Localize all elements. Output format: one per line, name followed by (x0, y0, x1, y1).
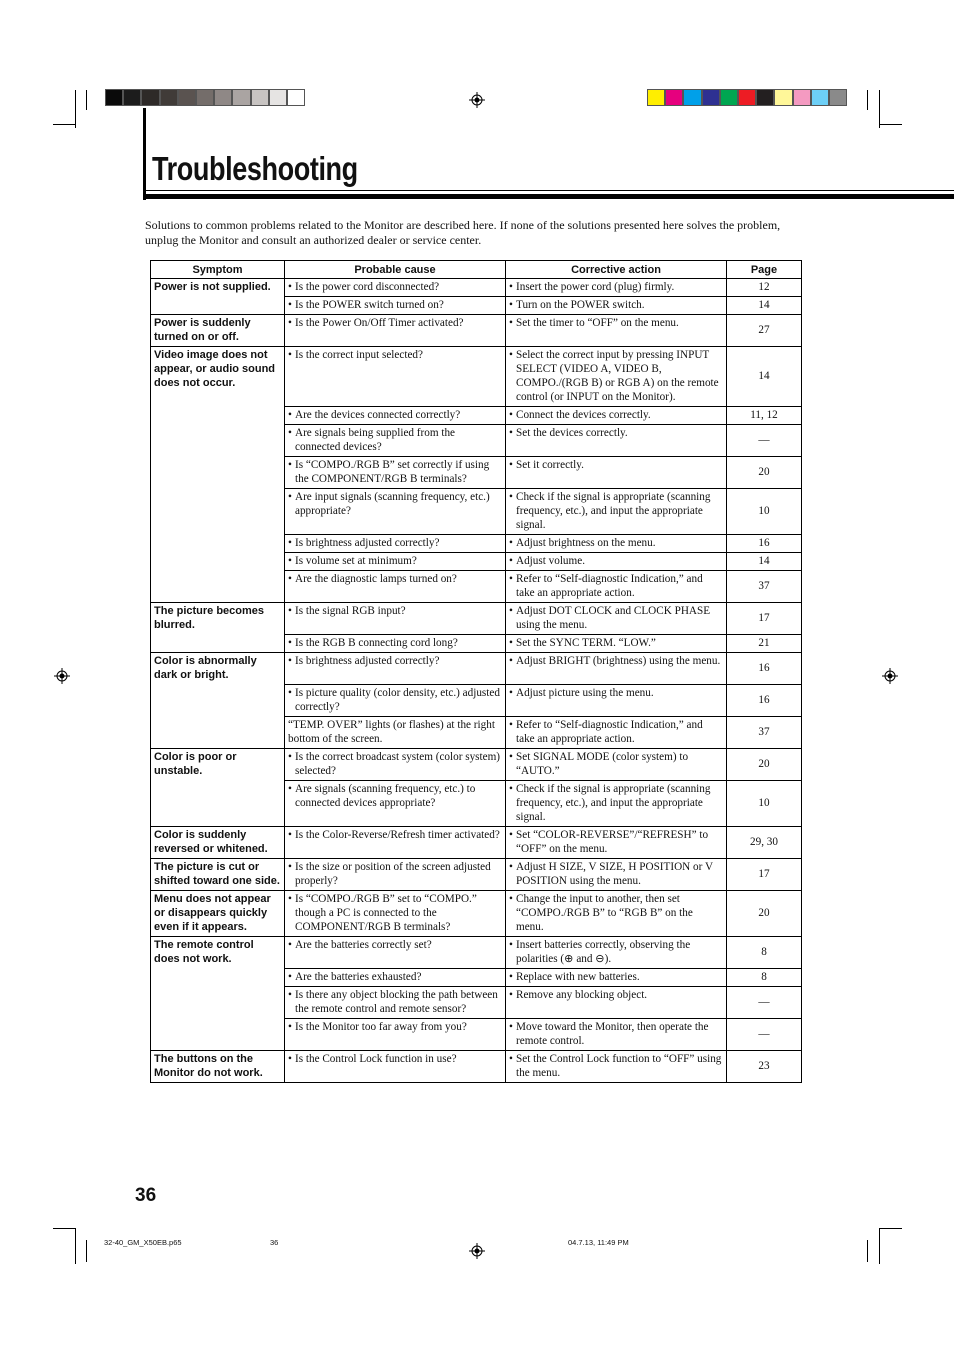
cause-text: “TEMP. OVER” lights (or flashes) at the right bottom of the screen. (288, 718, 495, 745)
registration-target-icon (469, 92, 485, 108)
action-cell (506, 826, 727, 858)
symptom-cell (151, 780, 285, 826)
bullet-icon: • (509, 299, 513, 311)
action-text: Insert the power cord (plug) firmly. (516, 281, 675, 293)
action-cell (506, 890, 727, 936)
color-swatch (774, 89, 792, 106)
symptom-cell (151, 968, 285, 986)
action-text: Set SIGNAL MODE (color system) to “AUTO.” (516, 750, 689, 777)
symptom-cell (151, 635, 285, 653)
cause-text: Are the devices connected correctly? (295, 409, 461, 421)
action-text: Remove any blocking object. (516, 988, 648, 1001)
cause-cell (285, 407, 506, 425)
bullet-icon: • (509, 573, 513, 585)
cause-text: Is the Monitor too far away from you? (295, 1020, 467, 1033)
bullet-icon: • (288, 349, 292, 361)
cause-text: Are the batteries exhausted? (295, 970, 422, 983)
table-row (151, 635, 802, 653)
page-cell: 10 (727, 489, 802, 535)
bullet-icon: • (288, 637, 292, 649)
cause-cell (285, 716, 506, 748)
bullet-icon: • (509, 718, 513, 731)
action-text: Adjust H SIZE, V SIZE, H POSITION or V POSITION using the menu. (516, 860, 713, 887)
table-row (151, 297, 802, 315)
cause-text: Is the correct input selected? (295, 349, 423, 361)
cause-text: Is the Control Lock function in use? (295, 1052, 457, 1065)
bullet-icon: • (509, 750, 513, 763)
cause-cell (285, 297, 506, 315)
cause-cell (285, 489, 506, 535)
cause-cell (285, 936, 506, 968)
cause-cell (285, 826, 506, 858)
action-text: Change the input to another, then set “COMPO./RGB B” to “RGB B” on the menu. (516, 892, 693, 933)
footer-page: 36 (270, 1238, 279, 1247)
action-cell (506, 968, 727, 986)
crop-mark (53, 124, 75, 125)
cause-cell (285, 1050, 506, 1082)
action-text: Refer to “Self-diagnostic Indication,” and take an appropriate action. (516, 718, 703, 745)
page-cell: 37 (727, 571, 802, 603)
action-cell (506, 489, 727, 535)
symptom-cell (151, 425, 285, 457)
table-row (151, 890, 802, 936)
action-cell (506, 858, 727, 890)
symptom-cell (151, 407, 285, 425)
action-cell (506, 748, 727, 780)
cause-text: Is volume set at minimum? (295, 555, 417, 567)
page-cell: — (727, 986, 802, 1018)
cause-cell (285, 603, 506, 635)
bullet-icon: • (509, 686, 513, 699)
action-cell (506, 653, 727, 685)
gray-swatch (232, 89, 250, 106)
bullet-icon: • (288, 750, 292, 763)
heading-rule (143, 194, 954, 199)
bullet-icon: • (509, 555, 513, 567)
heading-rule-vertical (143, 108, 146, 200)
action-text: Set the Control Lock function to “OFF” using the menu. (516, 1052, 722, 1079)
page-cell: 12 (727, 279, 802, 297)
bullet-icon: • (288, 605, 292, 617)
table-header-row (151, 261, 802, 279)
bullet-icon: • (509, 1052, 513, 1065)
bullet-icon: • (509, 938, 513, 951)
action-text: Adjust picture using the menu. (516, 686, 654, 699)
bullet-icon: • (288, 938, 292, 951)
gray-swatch (269, 89, 287, 106)
registration-target-icon (882, 668, 898, 684)
troubleshooting-table (150, 260, 802, 1083)
cause-cell (285, 553, 506, 571)
action-cell (506, 986, 727, 1018)
bullet-icon: • (509, 491, 513, 503)
symptom-cell: Power is not supplied. (151, 279, 285, 297)
gray-swatch (141, 89, 159, 106)
page-title: Troubleshooting (152, 150, 358, 187)
registration-target-icon (54, 668, 70, 684)
table-row (151, 968, 802, 986)
bullet-icon: • (509, 349, 513, 361)
bullet-icon: • (288, 491, 292, 503)
bullet-icon: • (288, 988, 292, 1001)
page-number: 36 (135, 1185, 157, 1206)
symptom-cell: Color is suddenly reversed or whitened. (151, 826, 285, 858)
bullet-icon: • (288, 782, 292, 795)
crop-mark (879, 90, 880, 128)
color-swatch (756, 89, 774, 106)
table-row (151, 347, 802, 407)
table-row (151, 553, 802, 571)
bullet-icon: • (288, 1020, 292, 1033)
action-text: Turn on the POWER switch. (516, 299, 645, 311)
page-cell: 21 (727, 635, 802, 653)
intro-paragraph: Solutions to common problems related to the Monitor are described here. If none of the solutions presented here solves the problem, unplug the Monitor and consult an authorized dealer or service center. (145, 218, 781, 247)
cause-cell (285, 1018, 506, 1050)
cause-text: Is brightness adjusted correctly? (295, 537, 440, 549)
color-swatch (647, 89, 665, 106)
cause-cell (285, 425, 506, 457)
crop-mark (75, 1228, 76, 1264)
action-text: Move toward the Monitor, then operate the remote control. (516, 1020, 709, 1047)
table-row (151, 936, 802, 968)
bullet-icon: • (509, 655, 513, 667)
page-cell: 16 (727, 535, 802, 553)
action-cell (506, 780, 727, 826)
action-cell (506, 571, 727, 603)
bullet-icon: • (288, 892, 292, 905)
cause-cell (285, 315, 506, 347)
bullet-icon: • (288, 686, 292, 699)
action-cell (506, 297, 727, 315)
page-cell: 29, 30 (727, 826, 802, 858)
cause-text: Is “COMPO./RGB B” set to “COMPO.” though a PC is connected to the COMPONENT/RGB B terminals? (295, 892, 477, 933)
action-cell (506, 535, 727, 553)
bullet-icon: • (509, 860, 513, 873)
bullet-icon: • (288, 828, 292, 841)
bullet-icon: • (288, 1052, 292, 1065)
bullet-icon: • (288, 860, 292, 873)
symptom-cell: Menu does not appear or disappears quickly even if it appears. (151, 890, 285, 936)
cause-text: Is “COMPO./RGB B” set correctly if using the COMPONENT/RGB B terminals? (295, 459, 490, 485)
crop-mark (86, 90, 87, 110)
bullet-icon: • (288, 655, 292, 667)
table-row (151, 1050, 802, 1082)
symptom-cell: The remote control does not work. (151, 936, 285, 968)
cause-text: Are signals being supplied from the connected devices? (295, 427, 456, 453)
action-text: Insert batteries correctly, observing the polarities (⊕ and ⊖). (516, 938, 691, 965)
cause-cell (285, 457, 506, 489)
heading-rule-thin (146, 190, 954, 191)
column-header-page: Page (727, 261, 802, 279)
table-row (151, 780, 802, 826)
cause-cell (285, 748, 506, 780)
symptom-cell: Color is abnormally dark or bright. (151, 653, 285, 685)
gray-swatch (214, 89, 232, 106)
crop-mark (880, 1228, 902, 1229)
cause-text: Is the Power On/Off Timer activated? (295, 317, 464, 329)
action-text: Adjust brightness on the menu. (516, 537, 656, 549)
gray-swatch (287, 89, 305, 106)
color-swatch (665, 89, 683, 106)
table-row (151, 603, 802, 635)
action-cell (506, 407, 727, 425)
gray-swatch (123, 89, 141, 106)
column-header-cause: Probable cause (285, 261, 506, 279)
page-cell: 17 (727, 603, 802, 635)
crop-mark (75, 90, 76, 128)
action-cell (506, 635, 727, 653)
symptom-cell (151, 571, 285, 603)
bullet-icon: • (509, 1020, 513, 1033)
symptom-cell: Power is suddenly turned on or off. (151, 315, 285, 347)
table-row (151, 407, 802, 425)
table-row (151, 279, 802, 297)
table-row (151, 489, 802, 535)
cause-text: Is brightness adjusted correctly? (295, 655, 440, 667)
footer-filename: 32-40_GM_X50EB.p65 (104, 1238, 182, 1247)
action-text: Replace with new batteries. (516, 970, 640, 983)
action-text: Select the correct input by pressing INPUT SELECT (VIDEO A, VIDEO B, COMPO./(RGB B) or RGB A) on the remote control (or INPUT on the Monitor). (516, 349, 719, 403)
cause-cell (285, 986, 506, 1018)
color-swatch (793, 89, 811, 106)
color-swatch (720, 89, 738, 106)
cause-text: Is the Color-Reverse/Refresh timer activated? (295, 828, 500, 841)
symptom-cell (151, 457, 285, 489)
bullet-icon: • (509, 605, 513, 617)
action-text: Set the timer to “OFF” on the menu. (516, 317, 679, 329)
bullet-icon: • (288, 299, 292, 311)
table-row (151, 986, 802, 1018)
bullet-icon: • (288, 317, 292, 329)
crop-mark (867, 90, 868, 110)
bullet-icon: • (288, 573, 292, 585)
cause-cell (285, 968, 506, 986)
page-cell: 14 (727, 297, 802, 315)
table-row (151, 315, 802, 347)
gray-swatch (251, 89, 269, 106)
cause-cell (285, 535, 506, 553)
page-cell: 11, 12 (727, 407, 802, 425)
table-row (151, 653, 802, 685)
cause-text: Is the power cord disconnected? (295, 281, 440, 293)
cause-text: Is the RGB B connecting cord long? (295, 637, 458, 649)
action-text: Adjust BRIGHT (brightness) using the menu. (516, 655, 721, 667)
cause-cell (285, 571, 506, 603)
table-row (151, 716, 802, 748)
action-text: Check if the signal is appropriate (scanning frequency, etc.), and input the appropriate signal. (516, 782, 711, 823)
cause-text: Is the correct broadcast system (color system) selected? (295, 750, 501, 777)
crop-mark (86, 1240, 87, 1262)
page-cell: 27 (727, 315, 802, 347)
symptom-cell (151, 716, 285, 748)
color-swatch (829, 89, 847, 106)
action-text: Set the devices correctly. (516, 427, 628, 439)
crop-mark (880, 124, 902, 125)
action-text: Adjust DOT CLOCK and CLOCK PHASE using the menu. (516, 605, 711, 631)
gray-swatch (196, 89, 214, 106)
symptom-cell (151, 535, 285, 553)
table-row (151, 571, 802, 603)
page-cell: 37 (727, 716, 802, 748)
color-swatch (683, 89, 701, 106)
table-row (151, 858, 802, 890)
color-swatch (811, 89, 829, 106)
action-cell (506, 553, 727, 571)
symptom-cell: Color is poor or unstable. (151, 748, 285, 780)
bullet-icon: • (509, 828, 513, 841)
gray-swatch (105, 89, 123, 106)
cause-text: Is the size or position of the screen adjusted properly? (295, 860, 491, 887)
bullet-icon: • (509, 970, 513, 983)
page-cell: 16 (727, 684, 802, 716)
footer-datetime: 04.7.13, 11:49 PM (568, 1238, 629, 1247)
page-cell: 17 (727, 858, 802, 890)
page-cell: 8 (727, 968, 802, 986)
bullet-icon: • (509, 317, 513, 329)
action-text: Check if the signal is appropriate (scanning frequency, etc.), and input the appropriate signal. (516, 491, 711, 531)
cause-text: Are input signals (scanning frequency, etc.) appropriate? (295, 491, 490, 517)
action-cell (506, 347, 727, 407)
action-cell (506, 425, 727, 457)
bullet-icon: • (288, 555, 292, 567)
column-header-symptom: Symptom (151, 261, 285, 279)
symptom-cell: The picture is cut or shifted toward one side. (151, 858, 285, 890)
cause-text: Is the signal RGB input? (295, 605, 406, 617)
cause-text: Is picture quality (color density, etc.) adjusted correctly? (295, 686, 500, 713)
cause-cell (285, 858, 506, 890)
action-cell (506, 684, 727, 716)
symptom-cell (151, 986, 285, 1018)
action-text: Set it correctly. (516, 459, 584, 471)
cause-text: Are the diagnostic lamps turned on? (295, 573, 457, 585)
page-cell: 20 (727, 457, 802, 489)
table-row (151, 684, 802, 716)
crop-mark (53, 1228, 75, 1229)
bullet-icon: • (509, 537, 513, 549)
page-cell: 16 (727, 653, 802, 685)
color-swatch (738, 89, 756, 106)
action-text: Set “COLOR-REVERSE”/“REFRESH” to “OFF” on the menu. (516, 828, 709, 855)
action-text: Adjust volume. (516, 555, 585, 567)
action-text: Refer to “Self-diagnostic Indication,” and take an appropriate action. (516, 573, 703, 599)
cause-cell (285, 684, 506, 716)
action-cell (506, 457, 727, 489)
page-cell: 14 (727, 347, 802, 407)
action-cell (506, 936, 727, 968)
table-row (151, 748, 802, 780)
bullet-icon: • (288, 970, 292, 983)
symptom-cell (151, 489, 285, 535)
bullet-icon: • (288, 409, 292, 421)
table-row (151, 1018, 802, 1050)
table-row (151, 826, 802, 858)
bullet-icon: • (288, 281, 292, 293)
page-cell: 14 (727, 553, 802, 571)
bullet-icon: • (288, 459, 292, 471)
bullet-icon: • (509, 892, 513, 905)
action-cell (506, 603, 727, 635)
column-header-action: Corrective action (506, 261, 727, 279)
action-cell (506, 716, 727, 748)
bullet-icon: • (509, 427, 513, 439)
table-row (151, 535, 802, 553)
cause-cell (285, 780, 506, 826)
bullet-icon: • (509, 459, 513, 471)
action-text: Set the SYNC TERM. “LOW.” (516, 637, 656, 649)
symptom-cell (151, 1018, 285, 1050)
page-cell: 10 (727, 780, 802, 826)
symptom-cell: Video image does not appear, or audio sound does not occur. (151, 347, 285, 407)
bullet-icon: • (288, 427, 292, 439)
action-text: Connect the devices correctly. (516, 409, 651, 421)
page-cell: 20 (727, 748, 802, 780)
bullet-icon: • (509, 988, 513, 1001)
table-row (151, 425, 802, 457)
gray-swatch (178, 89, 196, 106)
symptom-cell (151, 684, 285, 716)
symptom-cell (151, 553, 285, 571)
gray-swatch (160, 89, 178, 106)
cause-text: Are the batteries correctly set? (295, 938, 432, 951)
color-swatch (702, 89, 720, 106)
action-cell (506, 279, 727, 297)
page-cell: — (727, 425, 802, 457)
action-cell (506, 1050, 727, 1082)
symptom-cell: The picture becomes blurred. (151, 603, 285, 635)
symptom-cell (151, 297, 285, 315)
cause-cell (285, 890, 506, 936)
page-cell: 20 (727, 890, 802, 936)
cause-cell (285, 279, 506, 297)
symptom-cell: The buttons on the Monitor do not work. (151, 1050, 285, 1082)
bullet-icon: • (509, 281, 513, 293)
cause-cell (285, 653, 506, 685)
cause-text: Are signals (scanning frequency, etc.) to connected devices appropriate? (295, 782, 476, 809)
bullet-icon: • (509, 637, 513, 649)
cause-cell (285, 635, 506, 653)
table-row (151, 457, 802, 489)
bullet-icon: • (509, 782, 513, 795)
action-cell (506, 1018, 727, 1050)
bullet-icon: • (288, 537, 292, 549)
page-cell: 23 (727, 1050, 802, 1082)
cause-text: Is the POWER switch turned on? (295, 299, 444, 311)
crop-mark (867, 1240, 868, 1262)
cause-text: Is there any object blocking the path between the remote control and remote sensor? (295, 988, 498, 1015)
page-cell: 8 (727, 936, 802, 968)
bullet-icon: • (509, 409, 513, 421)
page-cell: — (727, 1018, 802, 1050)
action-cell (506, 315, 727, 347)
crop-mark (879, 1228, 880, 1264)
registration-target-icon (469, 1243, 485, 1259)
cause-cell (285, 347, 506, 407)
